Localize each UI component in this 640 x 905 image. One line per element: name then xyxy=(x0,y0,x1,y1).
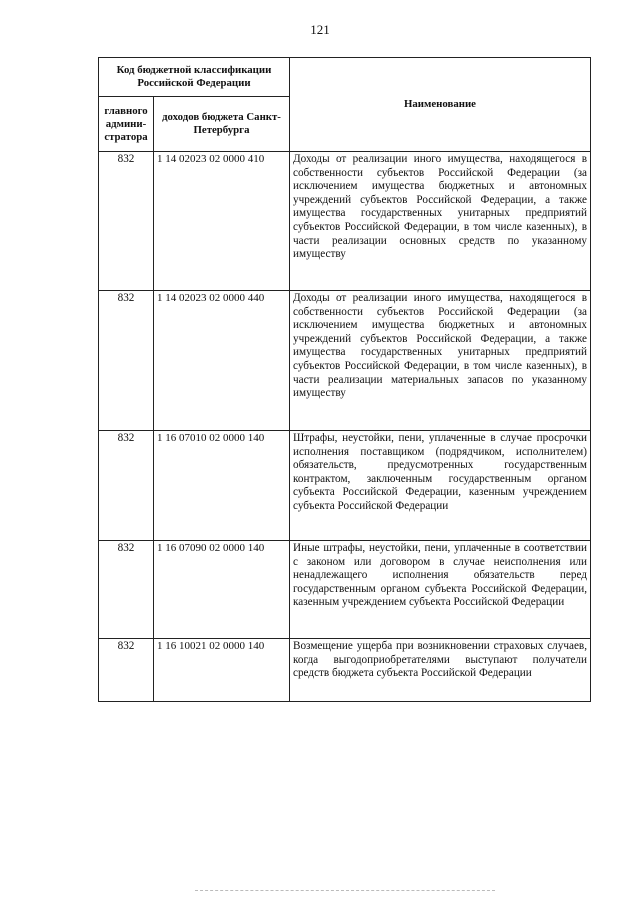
table-header xyxy=(99,58,591,152)
table-row xyxy=(99,152,591,291)
row-income-code: 1 16 07010 02 0000 140 xyxy=(154,431,290,541)
row-admin-code: 832 xyxy=(99,639,154,702)
row-name: Доходы от реализации иного имущества, находящегося в собственности субъектов Российской Федерации (за исключением имущества бюджетных и автономных учреждений субъектов Российской Федерации, а также имущества государственных унитарных предприятий субъектов Российской Федерации, в том числе казенных), в части реализации материальных запасов по указанному имуществу xyxy=(290,291,591,431)
table-row xyxy=(99,291,591,431)
row-income-code: 1 16 10021 02 0000 140 xyxy=(154,639,290,702)
page-number: 121 xyxy=(310,22,330,37)
row-name: Доходы от реализации иного имущества, находящегося в собственности субъектов Российской Федерации (за исключением имущества бюджетных и автономных учреждений субъектов Российской Федерации, а также имущества государственных унитарных предприятий субъектов Российской Федерации, в том числе казенных), в части реализации основных средств по указанному имуществу xyxy=(290,152,591,291)
table-row xyxy=(99,431,591,541)
row-admin-code: 832 xyxy=(99,291,154,431)
row-admin-code: 832 xyxy=(99,541,154,639)
header-name: Наименование xyxy=(290,58,591,152)
footer-scan-mark xyxy=(195,890,495,894)
header-admin: главного админи-стратора xyxy=(99,97,154,152)
header-code-group: Код бюджетной классификации Российской Федерации xyxy=(99,58,290,97)
row-admin-code: 832 xyxy=(99,152,154,291)
row-income-code: 1 14 02023 02 0000 440 xyxy=(154,291,290,431)
table-row xyxy=(99,639,591,702)
row-name: Возмещение ущерба при возникновении страховых случаев, когда выгодоприобретателями выступают получатели средств бюджета субъекта Российской Федерации xyxy=(290,639,591,702)
row-admin-code: 832 xyxy=(99,431,154,541)
table-row xyxy=(99,541,591,639)
row-income-code: 1 14 02023 02 0000 410 xyxy=(154,152,290,291)
row-name: Штрафы, неустойки, пени, уплаченные в случае просрочки исполнения поставщиком (подрядчиком, исполнителем) обязательств, предусмотренных государственным контрактом, заключенным государственным органом субъекта Российской Федерации, казенным учреждением субъекта Российской Федерации xyxy=(290,431,591,541)
header-income: доходов бюджета Санкт-Петербурга xyxy=(154,97,290,152)
row-name: Иные штрафы, неустойки, пени, уплаченные в соответствии с законом или договором в случае неисполнения или ненадлежащего исполнения обязательств перед государственным органом субъекта Российской Федерации, казенным учреждением субъекта Российской Федерации xyxy=(290,541,591,639)
budget-classification-table xyxy=(98,57,591,702)
row-income-code: 1 16 07090 02 0000 140 xyxy=(154,541,290,639)
